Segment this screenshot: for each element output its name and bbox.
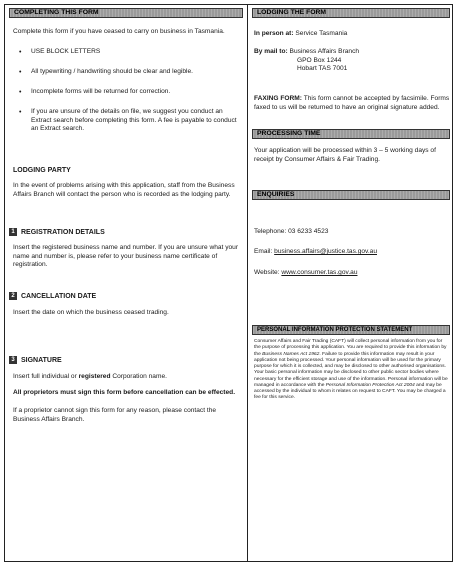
processing-time-heading: PROCESSING TIME [252, 129, 450, 139]
bullet-item: If you are unsure of the details on file, we suggest you conduct an Extract search before completing this form. A fee is payable to conduct an Extract search. [31, 108, 237, 133]
email-link[interactable]: business.affairs@justice.tas.gov.au [274, 248, 377, 255]
lodging-party-text: In the event of problems arising with this application, staff from the Business Affairs Branch will contact the person who is recorded as the lodging party. [13, 182, 235, 198]
faxing-note: FAXING FORM: This form cannot be accepted by facsimile. Forms faxed to us will be returned to have an original signature added. [254, 95, 450, 111]
website-line: Website: www.consumer.tas.gov.au [254, 269, 358, 276]
section-number-badge: 1 [9, 228, 17, 236]
enquiries-heading: ENQUIRIES [252, 190, 450, 200]
column-divider [247, 5, 248, 561]
telephone-line: Telephone: 03 6233 4523 [254, 228, 329, 235]
cancellation-date-heading [9, 292, 96, 301]
lodging-party-heading: LODGING PARTY [13, 167, 71, 174]
processing-time-text: Your application will be processed within 3 – 5 working days of receipt by Consumer Affairs & Fair Trading. [254, 147, 436, 163]
bullet-item: USE BLOCK LETTERS [31, 48, 101, 55]
bullet-icon: • [19, 109, 22, 116]
registration-details-heading [9, 228, 105, 237]
email-line: Email: business.affairs@justice.tas.gov.au [254, 248, 377, 255]
completing-form-heading: COMPLETING THIS FORM [9, 8, 243, 18]
section-title: REGISTRATION DETAILS [21, 229, 105, 236]
signature-contact-text: If a proprietor cannot sign this form for any reason, please contact the Business Affairs Branch. [13, 407, 217, 423]
signature-heading [9, 356, 62, 365]
section-title: CANCELLATION DATE [21, 293, 97, 300]
signature-bold-note: All proprietors must sign this form before cancellation can be effected. [13, 389, 236, 396]
bullet-icon: • [19, 49, 22, 56]
cancellation-date-text: Insert the date on which the business ceased trading. [13, 309, 169, 316]
section-title: SIGNATURE [21, 357, 62, 364]
bullet-item: Incomplete forms will be returned for correction. [31, 88, 171, 95]
mail-address: By mail to: Business Affairs Branch GPO Box 1244 Hobart TAS 7001 [254, 48, 360, 73]
left-column [9, 8, 243, 423]
in-person-line: In person at: Service Tasmania [254, 30, 348, 37]
section-number-badge: 2 [9, 292, 17, 300]
registration-details-text: Insert the registered business name and number. If you are unsure what your name and number is, please refer to your business name certificate of registration. [13, 244, 239, 269]
privacy-statement-heading: PERSONAL INFORMATION PROTECTION STATEMENT [252, 325, 450, 335]
bullet-icon: • [19, 69, 22, 76]
form-page [4, 4, 453, 562]
lodging-form-heading: LODGING THE FORM [252, 8, 450, 18]
section-number-badge: 3 [9, 356, 17, 364]
intro-text: Complete this form if you have ceased to carry on business in Tasmania. [13, 28, 225, 35]
bullet-icon: • [19, 89, 22, 96]
signature-text: Insert full individual or registered Corporation name. [13, 373, 167, 380]
website-link[interactable]: www.consumer.tas.gov.au [281, 269, 358, 276]
privacy-statement-text: Consumer Affairs and Fair Trading (CAFT) will collect personal information from you for the purpose of processing this application. You are required to provide this information by the Business Names Act 1962. Failure to provide this information may result in your application not being processed. Your personal information will be used for the primary purpose for which it is collected, and may be disclosed to other authorised organisations. Your basic personal information may be disclosed to other public sector bodies where necessary for the efficient storage and use of the information. Personal information will be managed in accordance with the Personal Information Protection Act 2004 and may be accessed by the individual to whom it relates on request to CAFT. You may be charged a fee for this service. [254, 339, 448, 401]
bullet-item: All typewriting / handwriting should be clear and legible. [31, 68, 194, 75]
right-column [252, 8, 450, 401]
